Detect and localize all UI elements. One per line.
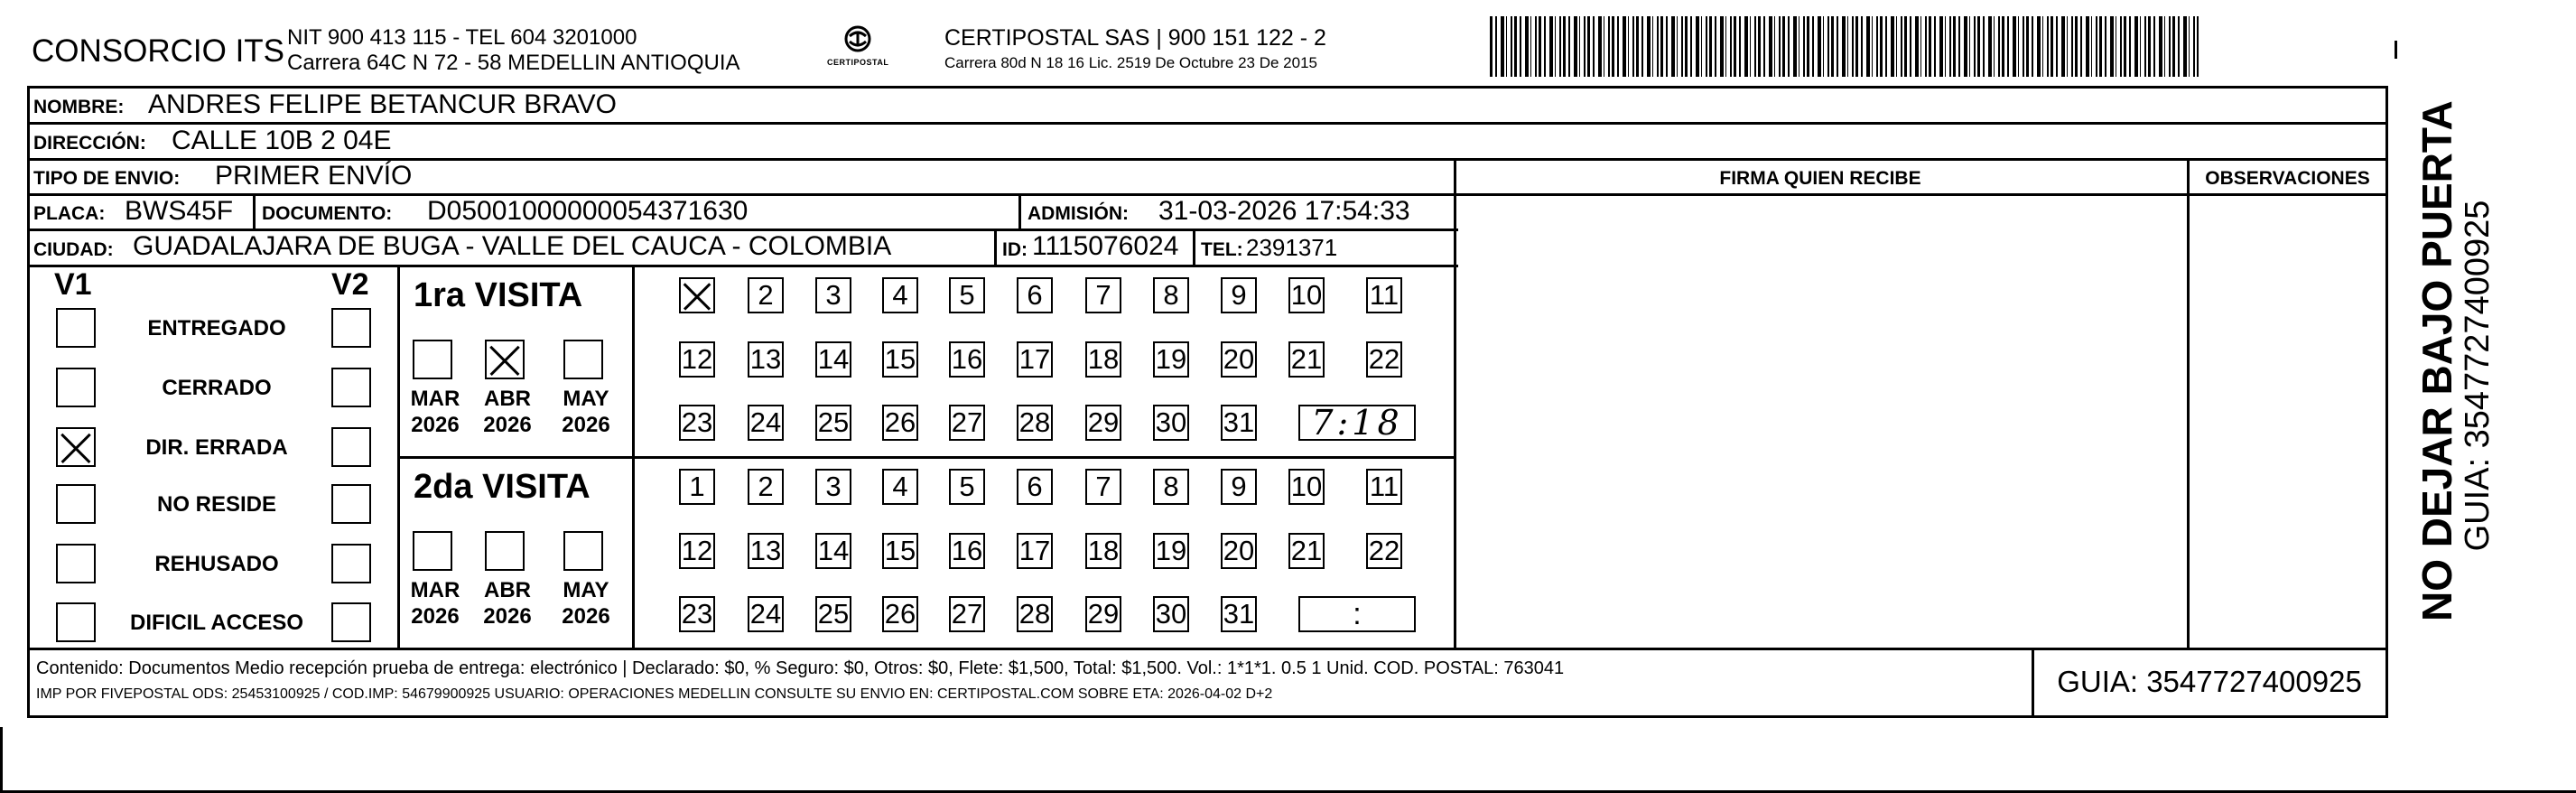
day-box-22[interactable]: 22 (1366, 341, 1402, 378)
day-box-4[interactable]: 4 (882, 277, 918, 313)
day-box-24[interactable]: 24 (748, 405, 784, 441)
direccion-label: DIRECCIÓN: (33, 133, 146, 154)
day-box-5[interactable]: 5 (949, 277, 985, 313)
day-box-6[interactable]: 6 (1017, 277, 1053, 313)
day-box-7[interactable]: 7 (1085, 469, 1121, 505)
day-box-26[interactable]: 26 (882, 405, 918, 441)
day-box-18[interactable]: 18 (1085, 533, 1121, 569)
day-box-8[interactable]: 8 (1153, 469, 1189, 505)
v2-checkbox[interactable] (331, 427, 371, 467)
admision-label: ADMISIÓN: (1028, 203, 1129, 224)
month-label: MAY (563, 578, 609, 602)
day-box-29[interactable]: 29 (1085, 405, 1121, 441)
day-box-4[interactable]: 4 (882, 469, 918, 505)
v1-checkbox[interactable] (56, 484, 96, 524)
status-label: NO RESIDE (156, 492, 277, 517)
day-box-14[interactable]: 14 (815, 533, 851, 569)
logo-text: CERTIPOSTAL (827, 58, 889, 67)
day-box-5[interactable]: 5 (949, 469, 985, 505)
placa-label: PLACA: (33, 203, 106, 224)
day-box-15[interactable]: 15 (882, 341, 918, 378)
day-box-18[interactable]: 18 (1085, 341, 1121, 378)
courier-line: CERTIPOSTAL SAS | 900 151 122 - 2 (944, 25, 1326, 51)
month-checkbox[interactable] (485, 340, 525, 379)
visit-title: 2da VISITA (414, 468, 591, 506)
day-box-28[interactable]: 28 (1017, 596, 1053, 632)
documento-value: D05001000000054371630 (427, 196, 749, 226)
barcode (1490, 16, 2199, 77)
month-year: 2026 (483, 604, 532, 629)
day-box-10[interactable]: 10 (1288, 277, 1325, 313)
month-label: MAR (410, 578, 460, 602)
visit-time[interactable]: 7:18 (1298, 405, 1416, 441)
nombre-value: ANDRES FELIPE BETANCUR BRAVO (148, 89, 617, 119)
company-name: CONSORCIO ITS (32, 33, 285, 69)
side-text (2405, 100, 2497, 623)
firma-header: FIRMA QUIEN RECIBE (1719, 168, 1921, 189)
day-box-26[interactable]: 26 (882, 596, 918, 632)
day-box-30[interactable]: 30 (1153, 596, 1189, 632)
day-box-1[interactable] (679, 277, 715, 313)
day-box-8[interactable]: 8 (1153, 277, 1189, 313)
v1-checkbox[interactable] (56, 427, 96, 467)
status-label: ENTREGADO (147, 316, 286, 341)
v2-checkbox[interactable] (331, 602, 371, 642)
id-label: ID: (1002, 239, 1028, 260)
day-box-27[interactable]: 27 (949, 405, 985, 441)
month-year: 2026 (411, 413, 460, 437)
day-box-25[interactable]: 25 (815, 596, 851, 632)
day-box-14[interactable]: 14 (815, 341, 851, 378)
day-box-2[interactable]: 2 (748, 469, 784, 505)
day-box-20[interactable]: 20 (1221, 341, 1257, 378)
nombre-label: NOMBRE: (33, 97, 125, 117)
day-box-28[interactable]: 28 (1017, 405, 1053, 441)
day-box-23[interactable]: 23 (679, 405, 715, 441)
tel-label: TEL: (1201, 239, 1243, 260)
company-nit: NIT 900 413 115 - TEL 604 3201000 (287, 25, 637, 50)
v2-checkbox[interactable] (331, 484, 371, 524)
company-address: Carrera 64C N 72 - 58 MEDELLIN ANTIOQUIA (287, 51, 740, 75)
tipo-envio-label: TIPO DE ENVIO: (33, 168, 181, 189)
placa-value: BWS45F (125, 196, 234, 226)
month-label: ABR (484, 387, 531, 411)
v2-checkbox[interactable] (331, 368, 371, 407)
day-box-27[interactable]: 27 (949, 596, 985, 632)
day-box-17[interactable]: 17 (1017, 533, 1053, 569)
day-box-21[interactable]: 21 (1288, 341, 1325, 378)
admision-value: 31-03-2026 17:54:33 (1158, 196, 1410, 226)
month-label: MAR (410, 387, 460, 411)
v2-checkbox[interactable] (331, 308, 371, 348)
status-label: DIFICIL ACCESO (129, 611, 303, 635)
month-label: ABR (484, 578, 531, 602)
day-box-24[interactable]: 24 (748, 596, 784, 632)
day-box-20[interactable]: 20 (1221, 533, 1257, 569)
day-box-25[interactable]: 25 (815, 405, 851, 441)
direccion-value: CALLE 10B 2 04E (172, 126, 392, 155)
day-box-9[interactable]: 9 (1221, 277, 1257, 313)
day-box-30[interactable]: 30 (1153, 405, 1189, 441)
day-box-16[interactable]: 16 (949, 533, 985, 569)
ciudad-label: CIUDAD: (33, 239, 114, 260)
status-label: CERRADO (162, 376, 272, 400)
month-checkbox[interactable] (563, 531, 603, 571)
day-box-21[interactable]: 21 (1288, 533, 1325, 569)
day-box-6[interactable]: 6 (1017, 469, 1053, 505)
observaciones-header: OBSERVACIONES (2205, 168, 2370, 189)
day-box-17[interactable]: 17 (1017, 341, 1053, 378)
footer-guia: GUIA: 3547727400925 (2057, 665, 2362, 698)
day-box-31[interactable]: 31 (1221, 596, 1257, 632)
day-box-15[interactable]: 15 (882, 533, 918, 569)
month-checkbox[interactable] (413, 531, 452, 571)
visit-time[interactable]: : (1298, 596, 1416, 632)
month-checkbox[interactable] (485, 531, 525, 571)
day-box-9[interactable]: 9 (1221, 469, 1257, 505)
id-value: 1115076024 (1032, 231, 1179, 261)
month-year: 2026 (562, 413, 610, 437)
day-box-11[interactable]: 11 (1366, 277, 1402, 313)
day-box-16[interactable]: 16 (949, 341, 985, 378)
day-box-22[interactable]: 22 (1366, 533, 1402, 569)
day-box-19[interactable]: 19 (1153, 341, 1189, 378)
status-label: DIR. ERRADA (145, 435, 288, 460)
day-box-3[interactable]: 3 (815, 469, 851, 505)
v2-header: V2 (331, 267, 369, 302)
day-box-1[interactable]: 1 (679, 469, 715, 505)
status-label: REHUSADO (154, 552, 279, 576)
day-box-11[interactable]: 11 (1366, 469, 1402, 505)
ciudad-value: GUADALAJARA DE BUGA - VALLE DEL CAUCA - COLOMBIA (133, 231, 892, 261)
contenido-text: Contenido: Documentos Medio recepción prueba de entrega: electrónico | Declarado: $0, % Seguro: $0, Otros: $0, Flete: $1,500, Total: $1,500. Vol.: 1*1*1. 0.5 1 Unid. COD. POSTAL: 763041 (36, 658, 1565, 678)
v1-checkbox[interactable] (56, 602, 96, 642)
day-box-7[interactable]: 7 (1085, 277, 1121, 313)
side-guia: GUIA: 3547727400925 (2459, 200, 2497, 552)
month-checkbox[interactable] (413, 340, 452, 379)
day-box-23[interactable]: 23 (679, 596, 715, 632)
day-box-29[interactable]: 29 (1085, 596, 1121, 632)
tipo-envio-value: PRIMER ENVÍO (215, 161, 413, 191)
v1-checkbox[interactable] (56, 308, 96, 348)
side-warning: NO DEJAR BAJO PUERTA (2413, 100, 2460, 621)
v1-header: V1 (54, 267, 92, 302)
day-box-13[interactable]: 13 (748, 533, 784, 569)
day-box-31[interactable]: 31 (1221, 405, 1257, 441)
day-box-12[interactable]: 12 (679, 341, 715, 378)
documento-label: DOCUMENTO: (262, 203, 393, 224)
month-year: 2026 (483, 413, 532, 437)
courier-license: Carrera 80d N 18 16 Lic. 2519 De Octubre 23 De 2015 (944, 54, 1317, 71)
day-box-13[interactable]: 13 (748, 341, 784, 378)
imp-text: IMP POR FIVEPOSTAL ODS: 25453100925 / COD.IMP: 54679900925 USUARIO: OPERACIONES MEDELLIN CONSULTE SU ENVIO EN: CERTIPOSTAL.COM SOBRE ETA: 2026-04-02 D+2 (36, 686, 1273, 702)
v1-checkbox[interactable] (56, 544, 96, 583)
month-checkbox[interactable] (563, 340, 603, 379)
visit-title: 1ra VISITA (414, 276, 583, 314)
month-label: MAY (563, 387, 609, 411)
v1-checkbox[interactable] (56, 368, 96, 407)
day-box-2[interactable]: 2 (748, 277, 784, 313)
day-box-19[interactable]: 19 (1153, 533, 1189, 569)
day-box-10[interactable]: 10 (1288, 469, 1325, 505)
tel-value: 2391371 (1246, 234, 1338, 261)
day-box-12[interactable]: 12 (679, 533, 715, 569)
day-box-3[interactable]: 3 (815, 277, 851, 313)
v2-checkbox[interactable] (331, 544, 371, 583)
month-year: 2026 (411, 604, 460, 629)
month-year: 2026 (562, 604, 610, 629)
certipostal-logo (822, 23, 894, 74)
